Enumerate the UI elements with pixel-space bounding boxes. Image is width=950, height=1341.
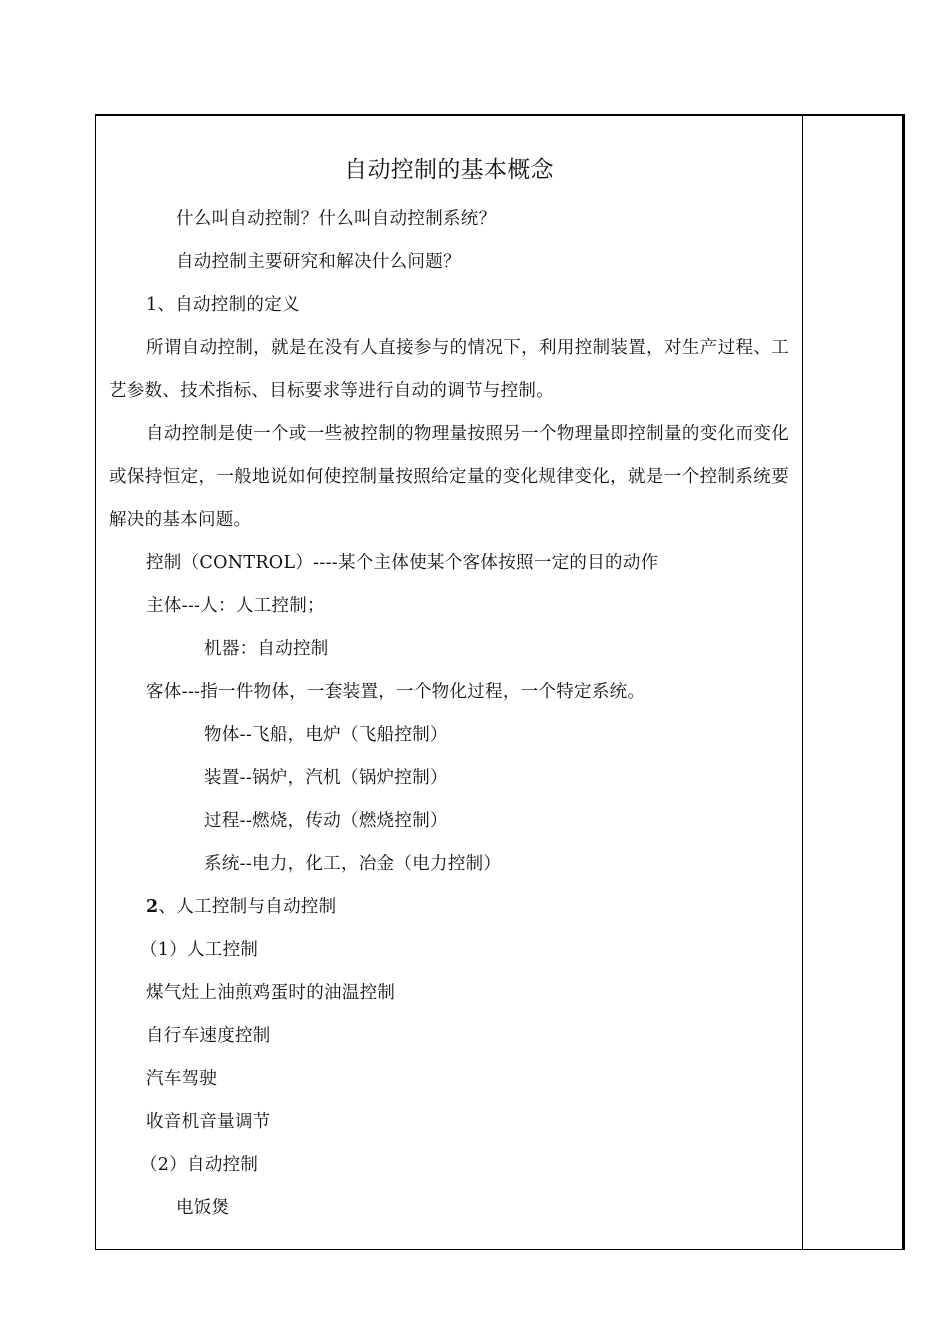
manual-example: 煤气灶上油煎鸡蛋时的油温控制 bbox=[146, 983, 396, 1003]
side-margin-cell bbox=[803, 116, 902, 1249]
auto-control-heading: （2）自动控制 bbox=[140, 1155, 259, 1175]
control-definition: 控制（CONTROL）----某个主体使某个客体按照一定的目的动作 bbox=[146, 553, 659, 573]
question-1: 什么叫自动控制？什么叫自动控制系统？ bbox=[176, 209, 497, 229]
section-2-title: 、人工控制与自动控制 bbox=[158, 897, 337, 917]
manual-example: 汽车驾驶 bbox=[146, 1069, 218, 1089]
subject-line: 主体---人：人工控制； bbox=[146, 596, 325, 616]
subject-machine-line: 机器：自动控制 bbox=[204, 639, 329, 659]
manual-example: 收音机音量调节 bbox=[146, 1112, 271, 1132]
object-line: 客体---指一件物体，一套装置，一个物化过程，一个特定系统。 bbox=[146, 682, 646, 702]
aim-paragraph: 自动控制是使一个或一些被控制的物理量按照另一个物理量即控制量的变化而变化或保持恒定，一般地说如何使控制量按照给定量的变化规律变化，就是一个控制系统要解决的基本问题。 bbox=[109, 424, 789, 530]
manual-control-heading: （1）人工控制 bbox=[140, 940, 259, 960]
object-example: 装置--锅炉，汽机（锅炉控制） bbox=[204, 768, 448, 788]
question-2: 自动控制主要研究和解决什么问题？ bbox=[176, 252, 461, 272]
definition-paragraph: 所谓自动控制，就是在没有人直接参与的情况下，利用控制装置，对生产过程、工艺参数、技术指标、目标要求等进行自动的调节与控制。 bbox=[109, 338, 789, 401]
section-2-number: 2 bbox=[146, 897, 159, 917]
object-example: 系统--电力，化工，冶金（电力控制） bbox=[204, 854, 502, 874]
page-title: 自动控制的基本概念 bbox=[344, 157, 554, 183]
auto-example: 电饭煲 bbox=[176, 1198, 230, 1218]
section-1-heading: 1、自动控制的定义 bbox=[146, 295, 300, 315]
object-example: 物体--飞船，电炉（飞船控制） bbox=[204, 725, 448, 745]
main-cell bbox=[109, 146, 789, 1230]
document-table bbox=[95, 114, 905, 1250]
manual-example: 自行车速度控制 bbox=[146, 1026, 271, 1046]
object-example: 过程--燃烧，传动（燃烧控制） bbox=[204, 811, 448, 831]
section-2-heading bbox=[109, 886, 789, 929]
